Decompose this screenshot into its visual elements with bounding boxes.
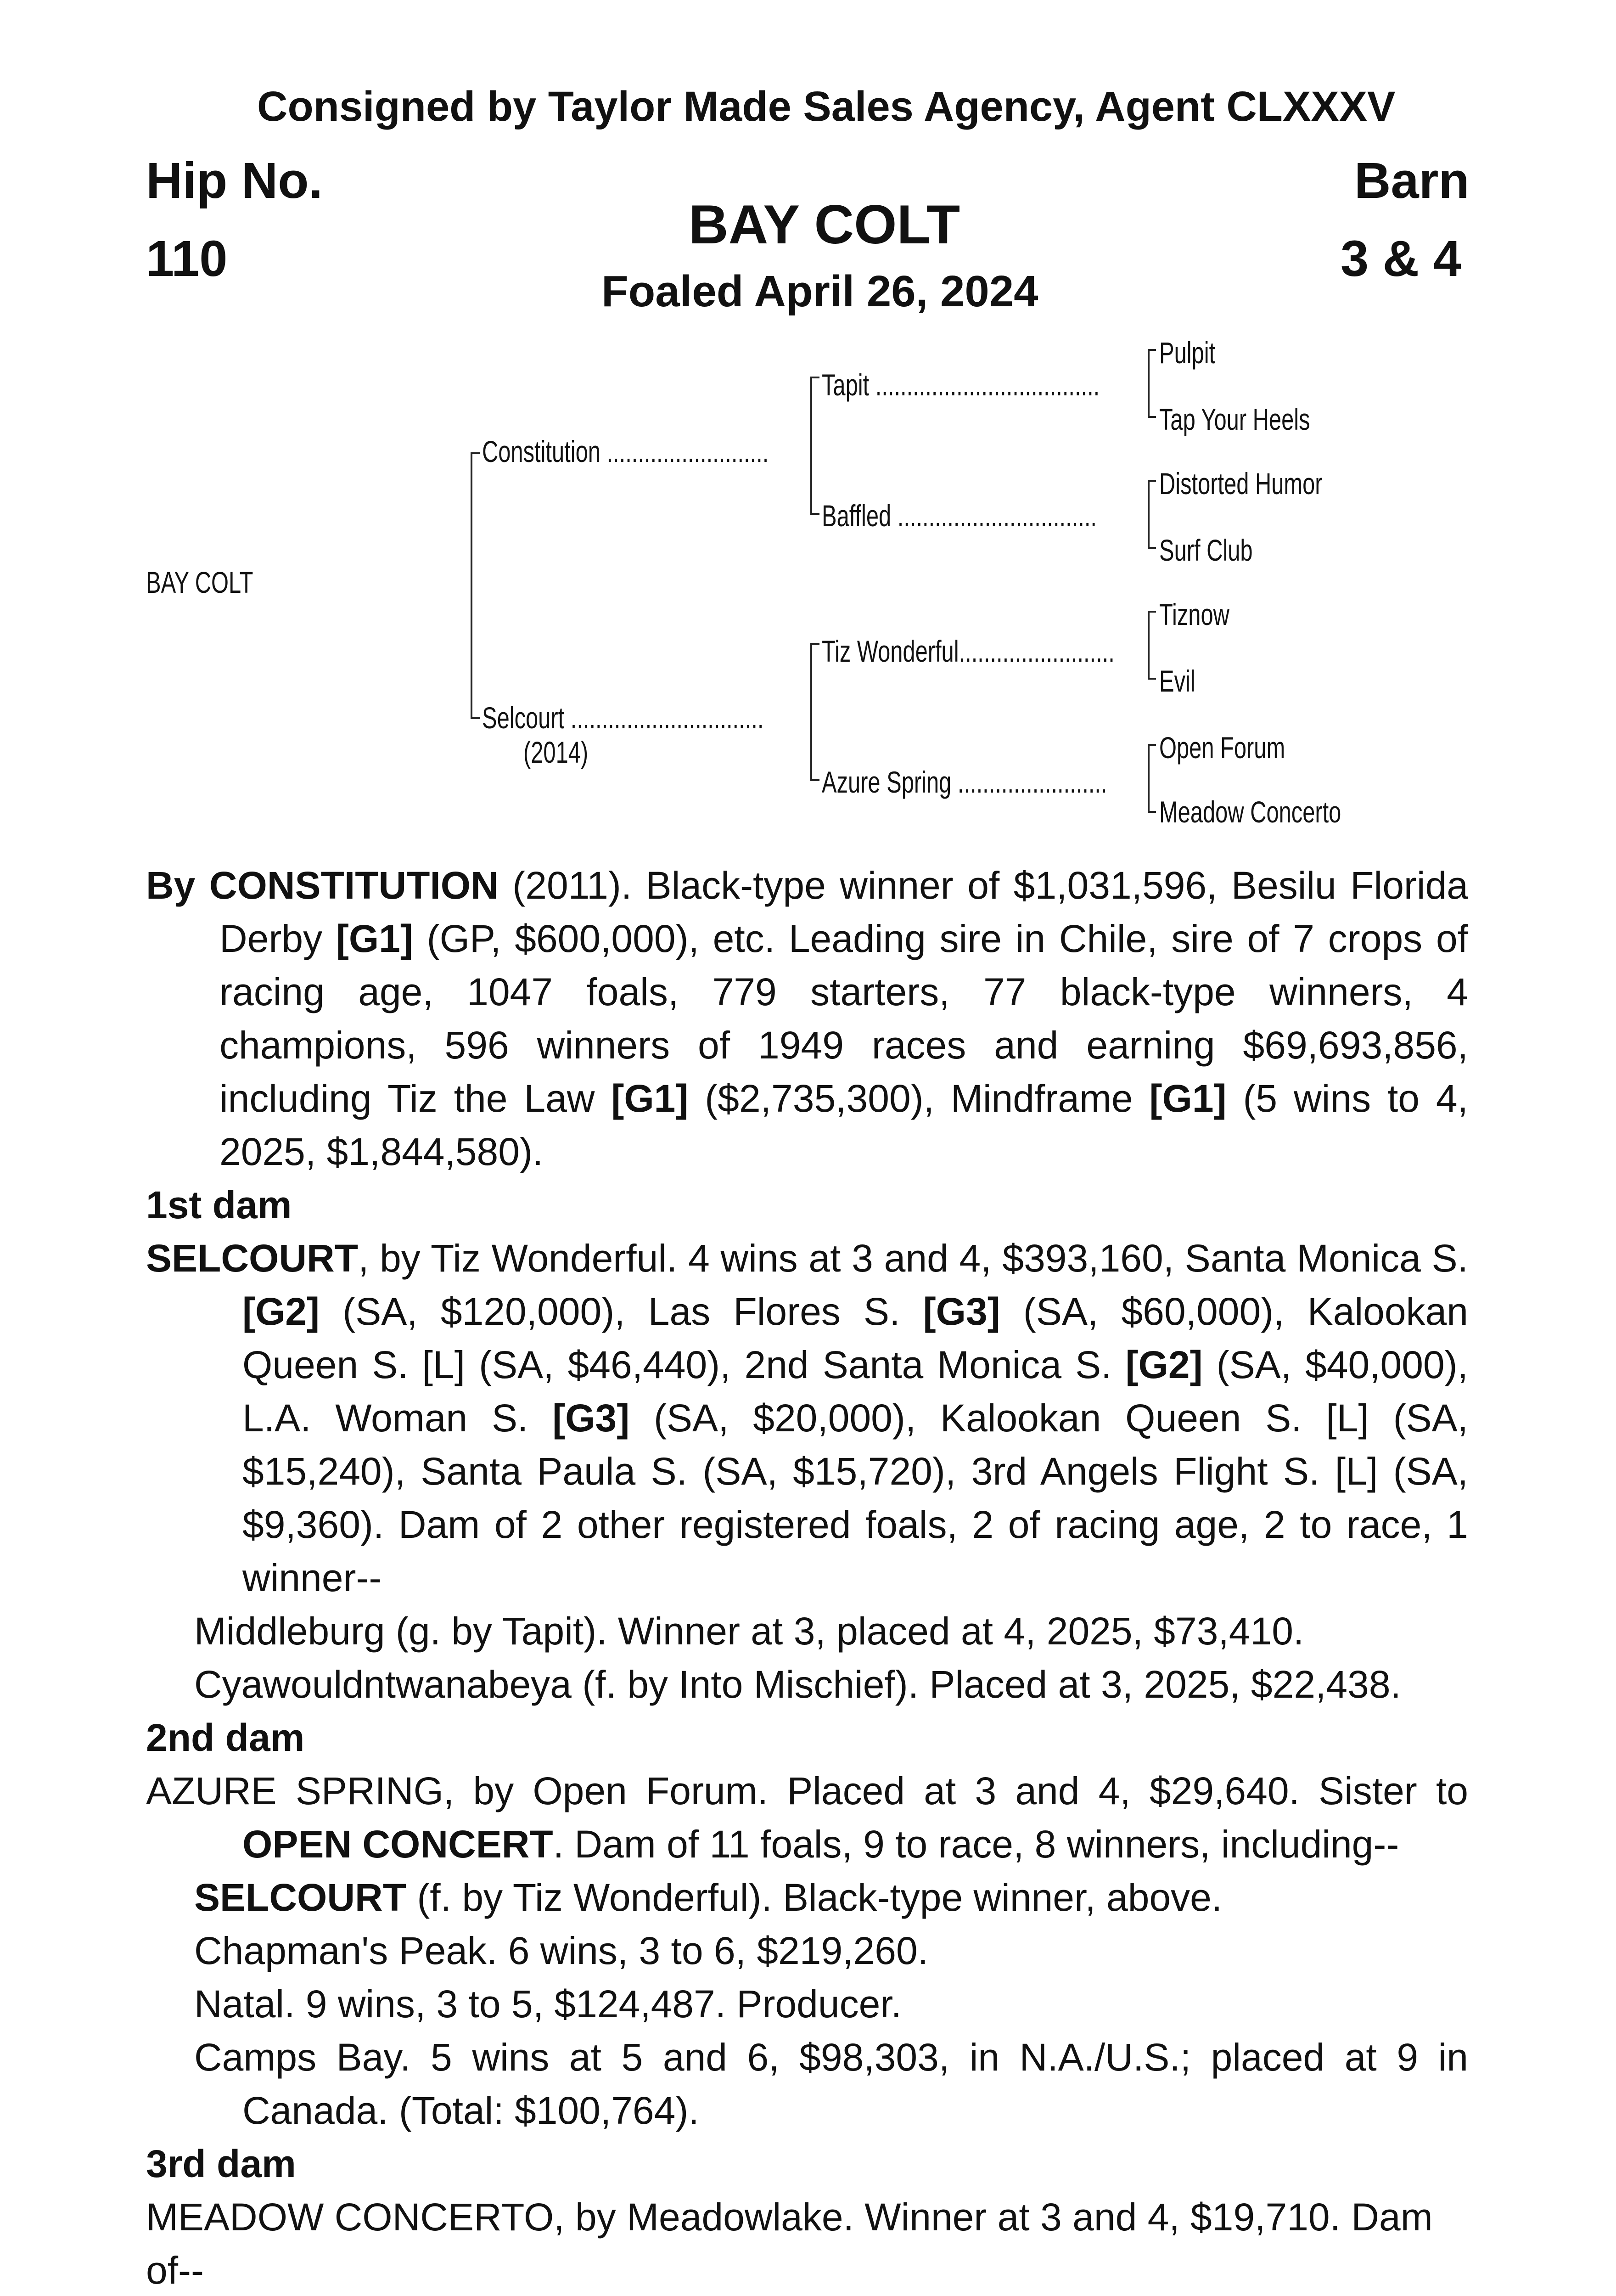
pedigree-bracket-tick: [810, 513, 819, 515]
pedigree-subject: BAY COLT: [146, 565, 253, 599]
pedigree-bracket-line: [1148, 349, 1150, 418]
barn-label: Barn: [1354, 152, 1470, 209]
first-dam-heading: 1st dam: [146, 1183, 292, 1227]
first-dam-paragraph: SELCOURT, by Tiz Wonderful. 4 wins at 3 and 4, $393,160, Santa Monica S. [G2] (SA, $120,000), Las Flores S. [G3] (SA, $60,000), Kalookan Queen S. [L] (SA, $46,440), 2nd Santa Monica S. [G2] (SA, $40,000), L.A. Woman S. [G3] (SA, $20,000), Kalookan Queen S. [L] (SA, $15,240), Santa Paula S. (SA, $15,720), 3rd Angels Flight S. [L] (SA, $9,360). Dam of 2 other registered foals, 2 of racing age, 2 to race, 1 winner--: [146, 1237, 1469, 1599]
pedigree-sire: Constitution ..........................: [482, 434, 769, 468]
pedigree-bracket-line: [810, 643, 812, 781]
pedigree-bracket-tick: [1148, 547, 1156, 549]
pedigree-bracket-tick: [1148, 480, 1156, 482]
catalog-body: [146, 859, 1468, 2296]
pedigree-bracket-tick: [810, 779, 819, 781]
second-dam-paragraph: AZURE SPRING, by Open Forum. Placed at 3 and 4, $29,640. Sister to OPEN CONCERT. Dam of 11 foals, 9 to race, 8 winners, including--: [146, 1769, 1468, 1866]
pedigree-dam-year: (2014): [523, 735, 589, 769]
pedigree-dam-dam: Azure Spring ........................: [822, 765, 1107, 799]
third-dam-heading: 3rd dam: [146, 2142, 296, 2185]
pedigree-bracket-line: [1148, 611, 1150, 680]
consignor-line: Consigned by Taylor Made Sales Agency, Agent CLXXXV: [257, 83, 1396, 130]
third-dam-paragraph: MEADOW CONCERTO, by Meadowlake. Winner at 3 and 4, $19,710. Dam of--: [146, 2195, 1433, 2292]
pedigree-bracket-tick: [471, 717, 480, 719]
pedigree-dam-sire: Tiz Wonderful.........................: [822, 634, 1115, 668]
pedigree-sire-sire: Tapit ....................................: [822, 368, 1100, 402]
barn-number: 3 & 4: [1341, 231, 1461, 287]
pedigree-ggp-8: Meadow Concerto: [1159, 795, 1341, 829]
second-dam-foal: Natal. 9 wins, 3 to 5, $124,487. Producer.: [194, 1982, 902, 2026]
foaled-date: Foaled April 26, 2024: [601, 267, 1038, 316]
second-dam-heading: 2nd dam: [146, 1716, 305, 1759]
pedigree-bracket-tick: [1148, 611, 1156, 613]
pedigree-bracket-tick: [1148, 349, 1156, 351]
pedigree-dam: Selcourt ...............................: [482, 701, 764, 735]
pedigree-bracket-tick: [810, 377, 819, 378]
pedigree-bracket-tick: [1148, 811, 1156, 813]
pedigree-sire-dam: Baffled ................................: [822, 499, 1097, 533]
pedigree-ggp-3: Distorted Humor: [1159, 467, 1323, 501]
pedigree-bracket-tick: [1148, 678, 1156, 680]
pedigree-bracket-line: [471, 452, 472, 719]
second-dam-foal: Camps Bay. 5 wins at 5 and 6, $98,303, in N.A./U.S.; placed at 9 in Canada. (Total: $100,764).: [194, 2036, 1468, 2132]
pedigree-bracket-line: [1148, 480, 1150, 549]
pedigree-bracket-tick: [810, 643, 819, 645]
sire-paragraph: By CONSTITUTION (2011). Black-type winner of $1,031,596, Besilu Florida Derby [G1] (GP, $600,000), etc. Leading sire in Chile, sire of 7 crops of racing age, 1047 foals, 779 starters, 77 black-type winners, 4 champions, 596 winners of 1949 races and earning $69,693,856, including Tiz the Law [G1] ($2,735,300), Mindframe [G1] (5 wins to 4, 2025, $1,844,580).: [146, 864, 1469, 1173]
pedigree-ggp-7: Open Forum: [1159, 731, 1285, 765]
pedigree-ggp-5: Tiznow: [1159, 597, 1229, 631]
second-dam-foal: Chapman's Peak. 6 wins, 3 to 6, $219,260.: [194, 1929, 929, 1972]
pedigree-ggp-2: Tap Your Heels: [1159, 402, 1310, 436]
pedigree-bracket-line: [1148, 744, 1150, 813]
second-dam-foal: SELCOURT (f. by Tiz Wonderful). Black-type winner, above.: [194, 1876, 1223, 1919]
pedigree-ggp-6: Evil: [1159, 664, 1195, 698]
pedigree-bracket-tick: [1148, 416, 1156, 418]
pedigree-ggp-4: Surf Club: [1159, 533, 1253, 567]
pedigree-ggp-1: Pulpit: [1159, 336, 1216, 370]
hip-label: Hip No.: [146, 152, 323, 209]
pedigree-bracket-tick: [1148, 744, 1156, 746]
hip-number: 110: [146, 231, 228, 287]
first-dam-foal: Middleburg (g. by Tapit). Winner at 3, placed at 4, 2025, $73,410.: [194, 1609, 1304, 1653]
first-dam-foal: Cyawouldntwanabeya (f. by Into Mischief). Placed at 3, 2025, $22,438.: [194, 1663, 1401, 1706]
page-title: BAY COLT: [689, 194, 960, 255]
pedigree-bracket-line: [810, 377, 812, 514]
pedigree-bracket-tick: [471, 452, 480, 454]
